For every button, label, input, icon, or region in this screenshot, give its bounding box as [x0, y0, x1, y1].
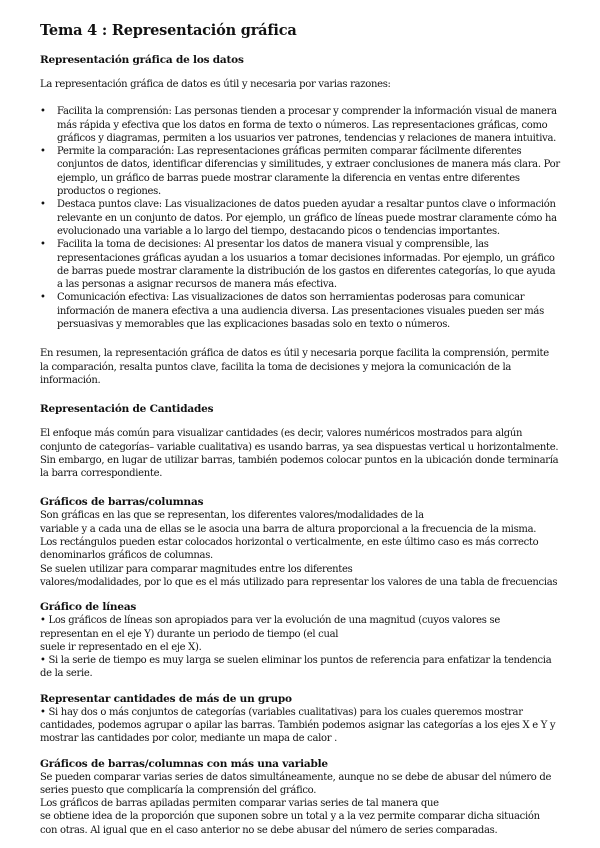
list-item: • Comunicación efectiva: Las visualizaciones de datos son herramientas poderosas para comunicar información de manera efectiva a una audiencia diversa. Las presentaciones visuales pueden ser más persuasivas y memorables que las explicaciones basadas solo en texto o números.: [40, 291, 560, 331]
list-item: • Facilita la comprensión: Las personas tienden a procesar y comprender la información visual de manera más rápida y efectiva que los datos en forma de texto o números. Las representaciones gráficas, como gráficos y diagramas, permiten a los usuarios ver patrones, tendencias y relaciones de manera intuitiva.: [40, 105, 560, 145]
multiple-groups-text: [40, 706, 560, 746]
text-line: de la serie.: [40, 668, 93, 680]
line-charts-text: [40, 614, 560, 680]
text-line: con otras. Al igual que en el caso anterior no se debe abusar del número de series comparadas.: [40, 824, 498, 836]
text-line: valores/modalidades, por lo que es el más utilizado para representar los valores de una tabla de frecuencias: [40, 576, 558, 588]
section-heading-graphic-representation: Representación gráfica de los datos: [40, 54, 244, 66]
reasons-list: [40, 105, 560, 331]
section-heading-multiple-groups: Representar cantidades de más de un grupo: [40, 692, 292, 705]
section-heading-line-charts: Gráfico de líneas: [40, 601, 137, 614]
section-heading-bar-charts: Gráficos de barras/columnas: [40, 496, 204, 509]
section-heading-quantities: Representación de Cantidades: [40, 403, 214, 416]
text-line: suele ir representado en el eje X).: [40, 641, 202, 653]
section-heading-multi-variable-bars: Gráficos de barras/columnas con más una variable: [40, 757, 328, 770]
text-line: Los rectángulos pueden estar colocados horizontal o verticalmente, en este último caso es más correcto: [40, 537, 539, 549]
text-line: Son gráficas en las que se representan, los diferentes valores/modalidades de la: [40, 510, 424, 522]
text-line: denominarlos gráficos de columnas.: [40, 550, 213, 562]
multi-variable-bars-text: [40, 771, 560, 837]
list-item: • Facilita la toma de decisiones: Al presentar los datos de manera visual y comprensible, las representaciones gráficas ayudan a los usuarios a tomar decisiones informadas. Por ejemplo, un gráfico de barras puede mostrar claramente la distribución de los gastos en diferentes categorías, lo que ayuda a las personas a asignar recursos de manera más efectiva.: [40, 238, 560, 291]
quantities-paragraph: El enfoque más común para visualizar cantidades (es decir, valores numéricos mostrados para algún conjunto de categorías– variable cualitativa) es usando barras, ya sea dispuestas vertical u horizontalmente. Sin embargo, en lugar de utilizar barras, también podemos colocar puntos en la ubicación donde terminaría la barra correspondiente.: [40, 428, 559, 480]
text-line: representan en el eje Y) durante un periodo de tiempo (el cual: [40, 628, 339, 640]
text-line: Los gráficos de barras apiladas permiten comparar varias series de tal manera que: [40, 798, 439, 810]
intro-paragraph: La representación gráfica de datos es útil y necesaria por varias razones:: [40, 79, 391, 90]
list-item: • Permite la comparación: Las representaciones gráficas permiten comparar fácilmente diferentes conjuntos de datos, identificar diferencias y similitudes, y extraer conclusiones de manera más clara. Por ejemplo, un gráfico de barras puede mostrar claramente la diferencia en ventas entre diferentes productos o regiones.: [40, 145, 560, 198]
text-line: cantidades, podemos agrupar o apilar las barras. También podemos asignar las categorías a los ejes X e Y y: [40, 719, 556, 731]
text-line: mostrar las cantidades por color, mediante un mapa de calor .: [40, 733, 337, 745]
text-line: variable y a cada una de ellas se le asocia una barra de altura proporcional a la frecuencia de la misma.: [40, 523, 537, 535]
bar-charts-text: [40, 509, 560, 589]
text-line: • Si la serie de tiempo es muy larga se suelen eliminar los puntos de referencia para enfatizar la tendencia: [40, 655, 552, 667]
list-item: • Destaca puntos clave: Las visualizaciones de datos pueden ayudar a resaltar puntos clave o información relevante en un conjunto de datos. Por ejemplo, un gráfico de líneas puede mostrar claramente cómo ha evolucionado una variable a lo largo del tiempo, destacando picos o tendencias importantes.: [40, 198, 560, 238]
text-line: • Los gráficos de líneas son apropiados para ver la evolución de una magnitud (cuyos valores se: [40, 615, 500, 627]
text-line: se obtiene idea de la proporción que suponen sobre un total y a la vez permite comparar dicha situación: [40, 811, 540, 823]
text-line: Se suelen utilizar para comparar magnitudes entre los diferentes: [40, 563, 353, 575]
summary-paragraph: En resumen, la representación gráfica de datos es útil y necesaria porque facilita la comprensión, permite la comparación, resalta puntos clave, facilita la toma de decisiones y mejora la comunicación de la información.: [40, 348, 549, 386]
text-line: • Si hay dos o más conjuntos de categorías (variables cualitativas) para los cuales queremos mostrar: [40, 706, 523, 718]
text-line: Se pueden comparar varias series de datos simultáneamente, aunque no se debe de abusar del número de: [40, 771, 552, 783]
page-title: Tema 4 : Representación gráfica: [40, 22, 297, 39]
text-line: series puesto que complicaría la comprensión del gráfico.: [40, 784, 317, 796]
